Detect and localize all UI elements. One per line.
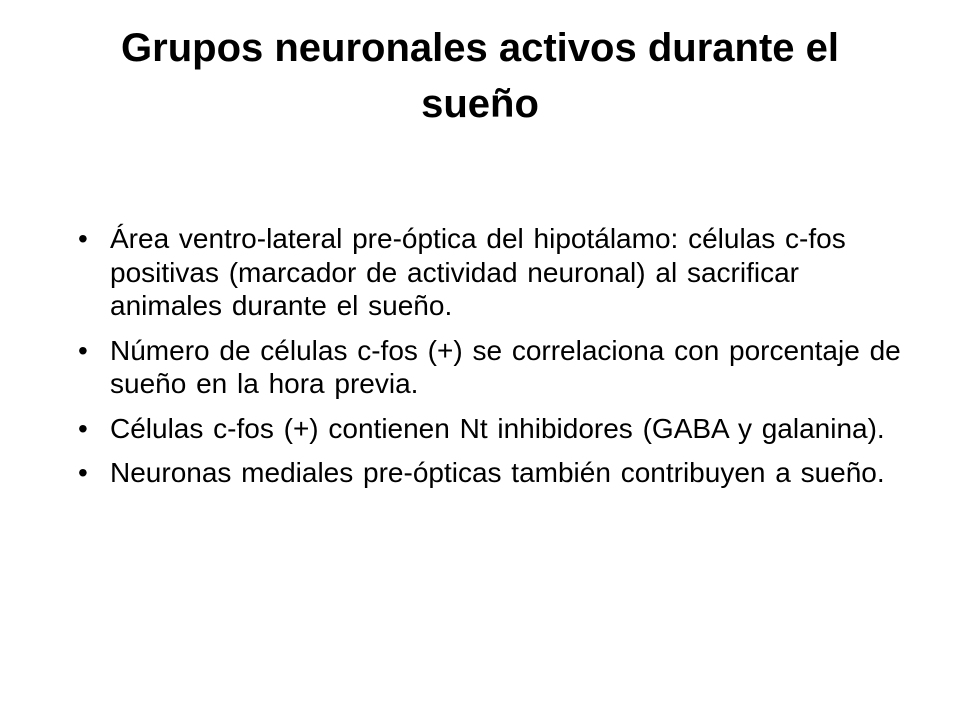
bullet-item — [72, 412, 908, 446]
bullet-text: Células c-fos (+) contienen Nt inhibidores (GABA y galanina). — [110, 412, 885, 444]
bullet-text: Neuronas mediales pre-ópticas también contribuyen a sueño. — [110, 457, 885, 488]
bullet-marker: • — [78, 412, 88, 444]
bullet-marker: • — [78, 457, 88, 488]
bullet-marker: • — [78, 223, 88, 254]
bullet-text: Área ventro-lateral pre-óptica del hipotálamo: células c-fos positivas (marcador de actividad neuronal) al sacrificar animales durante el sueño. — [110, 223, 846, 321]
bullet-text: Número de células c-fos (+) se correlaciona con porcentaje de sueño en la hora previa. — [110, 334, 901, 399]
bullet-marker: • — [78, 334, 88, 366]
bullet-item — [72, 456, 908, 490]
bullet-list — [72, 222, 908, 501]
bullet-item — [72, 222, 908, 323]
bullet-item — [72, 334, 908, 401]
slide-title: Grupos neuronales activos durante el sueño — [121, 26, 839, 126]
